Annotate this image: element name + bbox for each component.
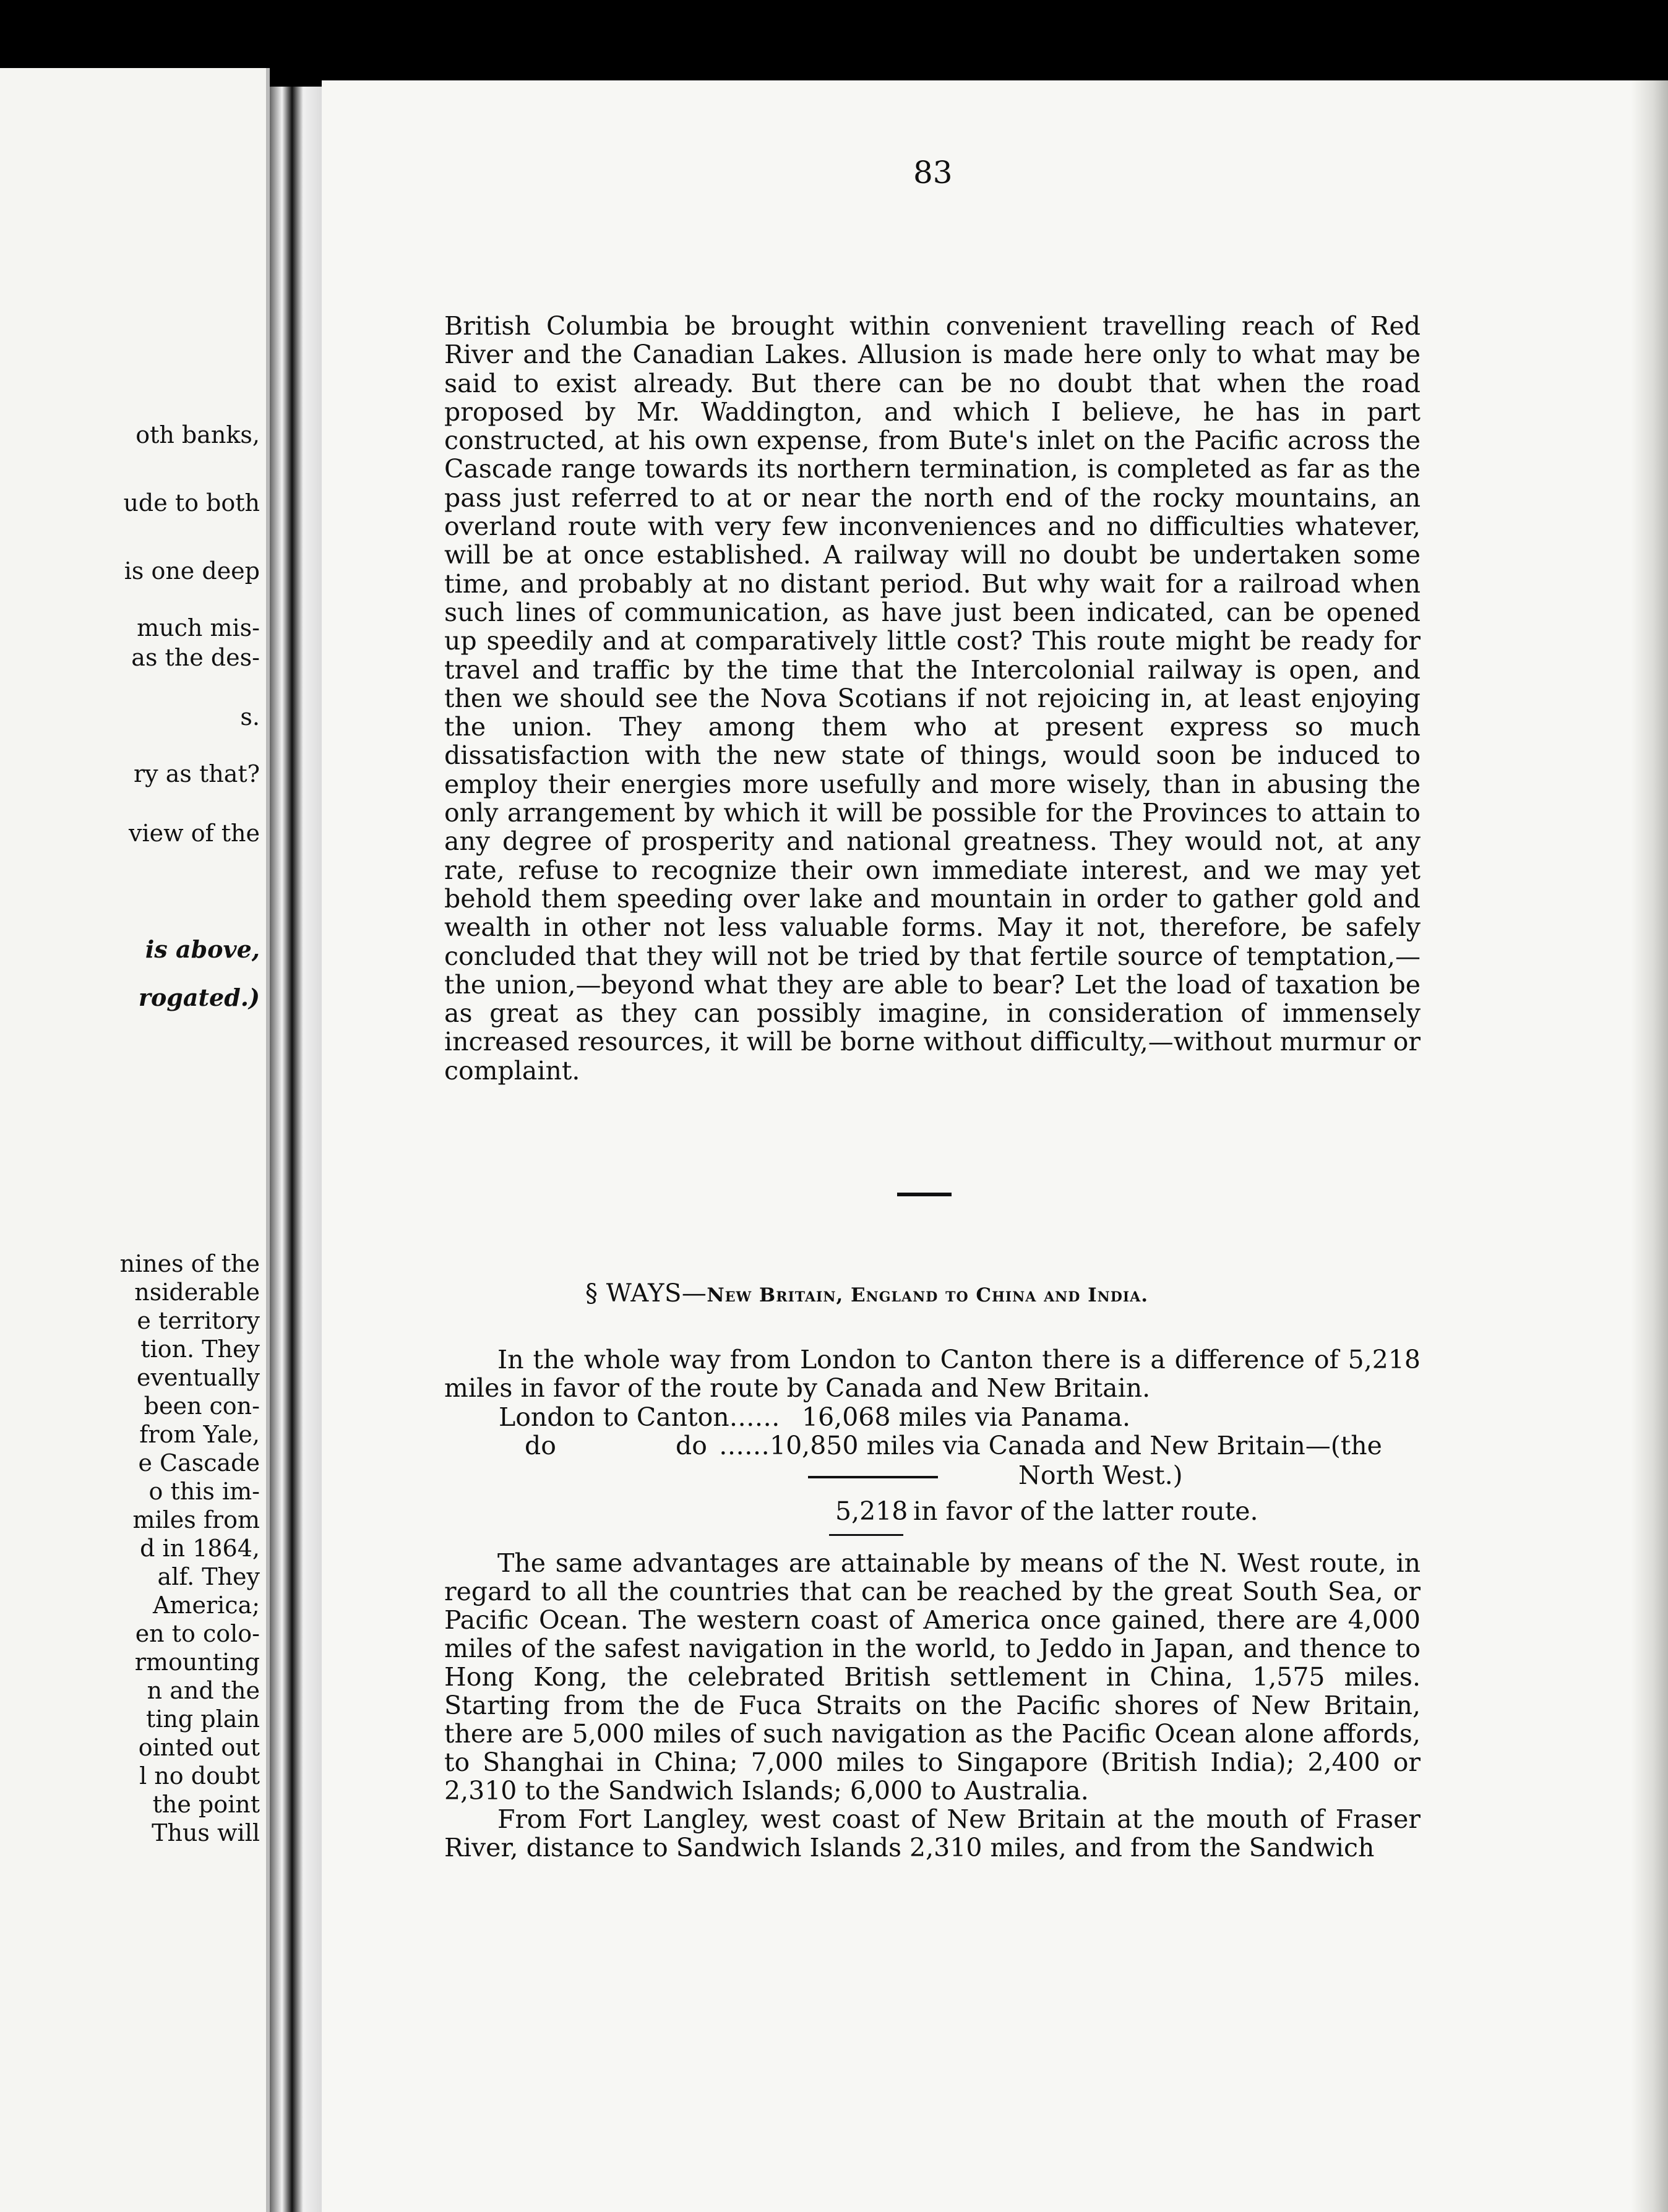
left-line: eventually [136,1364,260,1391]
left-line: n and the [147,1677,260,1704]
book-gutter [270,87,325,2212]
body-paragraph: British Columbia be brought within convenient travelling reach of Red River and the Canadian Lakes. Allusion is made here only to what may be said to exist already. But there can be no doubt that when the road proposed by Mr. Waddington, and which I believe, he has in part constructed, at his own expense, from Bute's inlet on the Pacific across the Cascade range towards its northern termination, is completed as far as the pass just referred to at or near the north end of the rocky mountains, an overland route with very few inconveniences and no difficulties whatever, will be at once established. A railway will no doubt be undertaken some time, and probably at no distant period. But why wait for a railroad when such lines of communication, as have just been indicated, can be opened up speedily and at comparatively little cost? This route might be ready for travel and traffic by the time that the Intercolonial railway is open, and then we should see the Nova Scotians if not rejoicing in, at least enjoying the union. They among them who at present express so much dissatisfaction with the new state of things, would soon be induced to employ their energies more usefully and more wisely, than in abusing the only arrangement by which it will be possible for the Provinces to attain to any degree of prosperity and national greatness. They would not, at any rate, refuse to recognize their own immediate interest, and we may yet behold them speeding over lake and mountain in order to gather gold and wealth in other not less valuable forms. May it not, therefore, be safely concluded that they will not be tried by that fertile source of temptation,—the union,—beyond what they are able to bear? Let the load of taxation be as great as they can possibly imagine, in consideration of immensely increased resources, it will be borne without difficulty,—without murmur or complaint. [444,311,1421,1086]
left-line: miles from [132,1506,260,1533]
route-row-value: 16,068 miles via Panama. [802,1402,1131,1432]
page-edge [1631,80,1668,2212]
route-row-value-continued: North West.) [1018,1460,1183,1490]
left-line: d in 1864, [140,1535,260,1562]
route-row-value: ……10,850 miles via Canada and New Britain—(the [719,1431,1382,1460]
section-heading-title: New Britain, England to China and India. [707,1284,1149,1306]
sum-rule [808,1476,938,1478]
difference-value: 5,218 [835,1496,908,1526]
left-line: America; [152,1592,260,1619]
left-line: oth banks, [135,421,260,448]
left-line: l no doubt [139,1762,260,1790]
left-line: Thus will [152,1819,260,1846]
left-line: nsiderable [134,1279,260,1306]
left-line: tion. They [140,1335,260,1363]
route-row-label: do [676,1431,707,1460]
left-line: from Yale, [139,1421,260,1448]
left-line: is above, [145,935,260,963]
section-divider [897,1193,952,1196]
left-line: e Cascade [138,1449,260,1477]
page-number: 83 [913,155,953,191]
left-line: ry as that? [134,760,260,787]
left-line: en to colo- [135,1620,260,1647]
route-row-label: do [525,1431,556,1460]
left-line: is one deep [124,557,260,585]
left-line: ting plain [145,1705,260,1733]
difference-text: in favor of the latter route. [913,1496,1258,1526]
left-line: as the des- [131,644,260,671]
left-line: ude to both [123,489,260,517]
left-line: view of the [129,820,260,847]
left-line: ointed out [138,1734,260,1761]
advantages-paragraph: The same advantages are attainable by means of the N. West route, in regard to all the countries that can be reached by the great South Sea, or Pacific Ocean. The western coast of America once gained, there are 4,000 miles of the safest navigation in the world, to Jeddo in Japan, and thence to Hong Kong, the celebrated British settlement in China, 1,575 miles. Starting from the de Fuca Straits on the Pacific shores of New Britain, there are 5,000 miles of such navigation as the Pacific Ocean alone affords, to Shanghai in China; 7,000 miles to Singapore (British India); 2,400 or 2,310 to the Sandwich Islands; 6,000 to Australia. [444,1548,1421,1806]
left-line: much mis- [137,614,260,641]
comparison-intro: In the whole way from London to Canton there is a difference of 5,218 miles in favor of the route by Canada and New Britain. [444,1345,1421,1403]
left-facing-page [0,68,270,2212]
left-line: the point [152,1791,260,1818]
section-heading [585,1279,1148,1308]
left-line: alf. They [157,1563,260,1590]
left-line: rmounting [134,1648,260,1676]
fort-langley-paragraph: From Fort Langley, west coast of New Britain at the mouth of Fraser River, distance to Sandwich Islands 2,310 miles, and from the Sandwich [444,1804,1421,1863]
left-line: rogated.) [138,984,260,1011]
left-line: e territory [137,1307,260,1334]
route-row-label: London to Canton…… [499,1402,780,1432]
section-heading-prefix: § WAYS— [585,1279,707,1308]
left-line: been con- [144,1392,260,1420]
left-line: nines of the [119,1250,260,1277]
left-line: o this im- [148,1478,260,1505]
left-line: s. [240,703,260,731]
difference-underline [829,1534,903,1536]
